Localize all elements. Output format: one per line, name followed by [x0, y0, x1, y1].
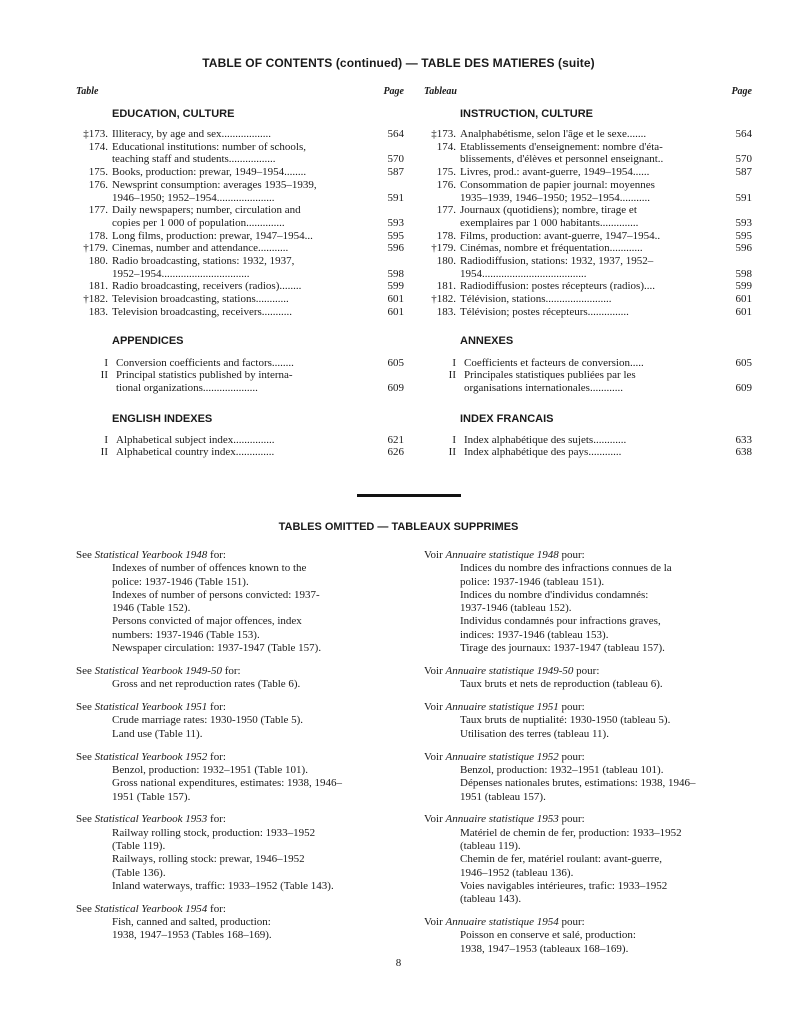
- entry-page: 591: [387, 191, 404, 204]
- omitted-reference: [424, 751, 754, 764]
- omitted-reference: [424, 916, 754, 929]
- omitted-item-line: numbers: 1937-1946 (Table 153).: [112, 628, 260, 641]
- entry-page: 596: [735, 242, 752, 255]
- entry-title: [116, 369, 404, 394]
- reference-suffix: pour:: [561, 750, 585, 763]
- toc-entry[interactable]: [76, 204, 404, 229]
- toc-entry[interactable]: [424, 434, 752, 447]
- omitted-item-line: 1938, 1947–1953 (Tables 168–169).: [112, 929, 272, 942]
- toc-entry[interactable]: [424, 166, 752, 179]
- entry-title: [460, 280, 752, 293]
- omitted-item-line: police: 1937-1946 (Table 151).: [112, 575, 249, 588]
- entry-title-line: organisations internationales............: [464, 381, 623, 394]
- entry-page: 599: [387, 280, 404, 293]
- reference-prefix: Voir: [424, 813, 443, 826]
- reference-prefix: See: [76, 813, 92, 826]
- omitted-item-line: Persons convicted of major offences, index: [112, 615, 302, 628]
- entry-title-line: 1946–1950; 1952–1954.....................: [112, 191, 275, 204]
- entry-title-line: blissements, d'élèves et personnel enseignant..: [460, 153, 664, 166]
- omitted-item-line: Taux bruts et nets de reproduction (tableau 6).: [460, 678, 663, 691]
- omitted-item-line: 1951 (tableau 157).: [460, 790, 546, 803]
- entry-title-line: Journaux (quotidiens); nombre, tirage et: [460, 204, 637, 217]
- toc-entry[interactable]: [424, 204, 752, 229]
- omitted-item-line: Poisson en conserve et salé, production:: [460, 929, 636, 942]
- toc-entry[interactable]: [76, 242, 404, 255]
- entry-number: 176.: [88, 178, 108, 191]
- entry-title-line: Analphabétisme, selon l'âge et le sexe.......: [460, 128, 647, 140]
- entry-title-line: 1952–1954................................: [112, 267, 250, 280]
- entry-number: 178.: [436, 229, 456, 242]
- entry-number: I: [104, 356, 108, 369]
- omitted-item-line: Dépenses nationales brutes, estimations: 1938, 1946–: [460, 777, 696, 790]
- toc-entry[interactable]: [424, 179, 752, 204]
- yearbook-title[interactable]: Statistical Yearbook 1949-50: [94, 664, 222, 677]
- entry-page: 587: [735, 166, 752, 179]
- entry-page: 599: [735, 280, 752, 293]
- toc-entry[interactable]: [424, 369, 752, 394]
- entry-title: [460, 204, 752, 229]
- entry-title: [460, 306, 752, 319]
- entry-title-line: Coefficients et facteurs de conversion.....: [464, 356, 644, 369]
- entry-number: 174.: [88, 140, 108, 153]
- section-heading-appendices: ANNEXES: [460, 334, 514, 347]
- entry-number: 175.: [88, 166, 108, 179]
- entry-title: [112, 280, 404, 293]
- toc-entry[interactable]: [76, 369, 404, 394]
- yearbook-title[interactable]: Annuaire statistique 1948: [445, 549, 559, 561]
- entry-title-line: Conversion coefficients and factors........: [116, 356, 294, 369]
- omitted-item-line: Railways, rolling stock: prewar, 1946–1952: [112, 853, 305, 866]
- reference-prefix: Voir: [424, 916, 443, 929]
- appendices-list: [424, 357, 752, 395]
- toc-entry[interactable]: [76, 293, 404, 306]
- omitted-block: [424, 665, 754, 692]
- reference-prefix: Voir: [424, 750, 443, 763]
- toc-entry[interactable]: [76, 306, 404, 319]
- yearbook-title[interactable]: Statistical Yearbook 1948: [94, 549, 208, 561]
- toc-entry[interactable]: [424, 255, 752, 280]
- omitted-reference: [424, 813, 754, 826]
- omitted-item-line: Voies navigables intérieures, trafic: 1933–1952: [460, 879, 668, 892]
- page-title: TABLE OF CONTENTS (continued) — TABLE DES MATIERES (suite): [202, 56, 595, 70]
- toc-entry[interactable]: [424, 242, 752, 255]
- yearbook-title[interactable]: Statistical Yearbook 1951: [94, 701, 208, 714]
- entry-title-line: Films, production: avant-guerre, 1947–1954..: [460, 229, 661, 242]
- entry-page: 638: [735, 446, 752, 459]
- entry-title-line: tional organizations....................: [116, 381, 258, 394]
- entry-title: [460, 179, 752, 204]
- entry-number: I: [104, 433, 108, 446]
- entry-title: [112, 166, 404, 179]
- omitted-reference: [76, 549, 406, 562]
- omitted-item-line: Newspaper circulation: 1937-1947 (Table 157).: [112, 642, 322, 655]
- entry-number: 177.: [436, 204, 456, 217]
- entry-page: 598: [387, 267, 404, 280]
- entry-title-line: Radio broadcasting, receivers (radios)........: [112, 280, 302, 293]
- omitted-item-line: Indexes of number of offences known to the: [112, 562, 307, 575]
- entry-title: [116, 446, 404, 459]
- omitted-item-line: (Table 136).: [112, 866, 166, 879]
- entry-number: †179.: [83, 242, 108, 255]
- toc-entry[interactable]: [424, 293, 752, 306]
- reference-suffix: for:: [210, 902, 226, 915]
- entry-title: [112, 128, 404, 141]
- entry-title-line: Long films, production: prewar, 1947–1954...: [112, 229, 313, 242]
- entry-page: 601: [735, 305, 752, 318]
- omitted-block: [424, 916, 754, 956]
- entry-title-line: Index alphabétique des sujets............: [464, 433, 627, 446]
- indexes-list: [424, 434, 752, 459]
- omitted-item-line: Gross national expenditures, estimates: 1938, 1946–: [112, 777, 343, 790]
- entry-title-line: Cinemas, number and attendance...........: [112, 242, 289, 255]
- entry-title-line: Télévision, stations........................: [460, 293, 612, 306]
- omitted-item-line: Utilisation des terres (tableau 11).: [460, 727, 609, 740]
- entry-title: [460, 293, 752, 306]
- entry-title-line: Etablissements d'enseignement: nombre d'éta-: [460, 140, 663, 153]
- omitted-block: [424, 813, 754, 906]
- entry-page: 570: [735, 153, 752, 166]
- omitted-item-line: police: 1937-1946 (tableau 151).: [460, 575, 605, 588]
- entry-title-line: Television broadcasting, stations............: [112, 293, 289, 306]
- entry-number: 181.: [88, 280, 108, 293]
- entry-number: 176.: [436, 178, 456, 191]
- entry-number: I: [452, 356, 456, 369]
- omitted-reference: [424, 665, 754, 678]
- section-divider: [357, 494, 461, 497]
- entry-page: 605: [735, 356, 752, 369]
- omitted-title: TABLES OMITTED — TABLEAUX SUPPRIMES: [278, 521, 519, 533]
- toc-entry[interactable]: [424, 280, 752, 293]
- entry-title-line: Télévision; postes récepteurs...............: [460, 305, 629, 318]
- entry-page: 609: [387, 381, 404, 394]
- entry-page: 596: [387, 242, 404, 255]
- entry-title-line: exemplaires par 1 000 habitants..............: [460, 216, 639, 229]
- omitted-reference: [76, 665, 406, 678]
- entry-title: [112, 141, 404, 166]
- omitted-block: [76, 813, 406, 893]
- omitted-column-french: [424, 549, 754, 966]
- entry-title: [112, 242, 404, 255]
- entry-title: [116, 434, 404, 447]
- omitted-item-line: Indices du nombre des infractions connues de la: [460, 562, 672, 575]
- page-column-label: Page: [731, 86, 752, 97]
- page-column-label: Page: [383, 86, 404, 97]
- entry-page: 626: [387, 446, 404, 459]
- toc-entry[interactable]: [424, 141, 752, 166]
- toc-entry[interactable]: [424, 230, 752, 243]
- entry-title-line: Index alphabétique des pays............: [464, 446, 622, 459]
- entry-page: 595: [735, 229, 752, 242]
- reference-prefix: See: [76, 701, 92, 714]
- omitted-item-line: Fish, canned and salted, production:: [112, 916, 271, 929]
- entry-title-line: Books, production: prewar, 1949–1954........: [112, 166, 307, 179]
- entry-title-line: Television broadcasting, receivers...........: [112, 305, 293, 318]
- entry-page: 587: [387, 166, 404, 179]
- omitted-item-line: Indexes of number of persons convicted: 1937-: [112, 588, 320, 601]
- omitted-block: [424, 701, 754, 741]
- entry-title-line: Consommation de papier journal: moyennes: [460, 178, 655, 191]
- omitted-item-line: Tirage des journaux: 1937-1947 (tableau 157).: [460, 642, 665, 655]
- reference-suffix: pour:: [561, 701, 585, 714]
- entry-number: 180.: [88, 255, 108, 268]
- entry-title: [112, 306, 404, 319]
- reference-prefix: See: [76, 902, 92, 915]
- omitted-block: [76, 751, 406, 804]
- entry-page: 591: [735, 191, 752, 204]
- entry-title-line: Daily newspapers; number, circulation and: [112, 204, 301, 217]
- reference-suffix: for:: [210, 750, 226, 763]
- entry-number: †182.: [431, 293, 456, 306]
- entry-page: 564: [735, 128, 752, 140]
- entry-number: 183.: [436, 305, 456, 318]
- toc-entry[interactable]: [76, 230, 404, 243]
- toc-entry[interactable]: [424, 357, 752, 370]
- entry-number: 175.: [436, 166, 456, 179]
- entry-title: [112, 293, 404, 306]
- toc-entry[interactable]: [424, 446, 752, 459]
- entry-number: †179.: [431, 242, 456, 255]
- entry-title: [460, 141, 752, 166]
- entry-title-line: Principal statistics published by interna-: [116, 369, 293, 382]
- reference-suffix: pour:: [561, 813, 585, 826]
- entry-title-line: Radio broadcasting, stations: 1932, 1937,: [112, 255, 295, 268]
- omitted-item-line: Inland waterways, traffic: 1933–1952 (Table 143).: [112, 879, 334, 892]
- reference-prefix: Voir: [424, 664, 443, 677]
- toc-entry[interactable]: [76, 128, 404, 141]
- entry-title-line: Livres, prod.: avant-guerre, 1949–1954......: [460, 166, 650, 179]
- omitted-item-line: Land use (Table 11).: [112, 727, 203, 740]
- entry-title: [460, 166, 752, 179]
- entry-title: [460, 242, 752, 255]
- education-list: [424, 128, 752, 319]
- entry-title: [464, 369, 752, 394]
- entry-number: ‡173.: [83, 128, 108, 140]
- entry-number: II: [448, 446, 456, 459]
- entry-page: 595: [387, 229, 404, 242]
- reference-prefix: Voir: [424, 701, 443, 714]
- entry-title: [460, 230, 752, 243]
- entry-number: 183.: [88, 305, 108, 318]
- omitted-item-line: 1937-1946 (tableau 152).: [460, 602, 572, 615]
- reference-suffix: for:: [224, 664, 241, 677]
- omitted-reference: [424, 549, 754, 562]
- toc-entry[interactable]: [76, 446, 404, 459]
- entry-page: 593: [387, 216, 404, 229]
- column-header: [424, 86, 752, 100]
- toc-entry[interactable]: [76, 357, 404, 370]
- toc-entry[interactable]: [76, 434, 404, 447]
- entry-page: 593: [735, 216, 752, 229]
- reference-suffix: for:: [210, 813, 226, 826]
- reference-suffix: pour:: [576, 664, 600, 677]
- omitted-item-line: 1938, 1947–1953 (tableaux 168–169).: [460, 942, 629, 955]
- contents-column-english: [76, 86, 404, 459]
- entry-title: [116, 357, 404, 370]
- entry-number: 177.: [88, 204, 108, 217]
- omitted-item-line: 1951 (Table 157).: [112, 790, 191, 803]
- omitted-item-line: 1946–1952 (tableau 136).: [460, 866, 574, 879]
- entry-title-line: 1954......................................: [460, 267, 587, 280]
- entry-title-line: Newsprint consumption: averages 1935–1939,: [112, 178, 317, 191]
- entry-number: I: [452, 433, 456, 446]
- omitted-item-line: Gross and net reproduction rates (Table 6).: [112, 678, 301, 691]
- toc-entry[interactable]: [424, 128, 752, 141]
- entry-title: [464, 357, 752, 370]
- omitted-block: [424, 751, 754, 804]
- entry-number: ‡173.: [431, 128, 456, 140]
- entry-title: [464, 446, 752, 459]
- yearbook-title[interactable]: Annuaire statistique 1953: [445, 813, 559, 826]
- toc-entry[interactable]: [76, 255, 404, 280]
- entry-number: II: [100, 369, 108, 382]
- entry-title: [112, 179, 404, 204]
- entry-title: [464, 434, 752, 447]
- table-column-label: Tableau: [424, 86, 457, 97]
- entry-page: 609: [735, 381, 752, 394]
- reference-prefix: See: [76, 664, 92, 677]
- section-heading-education: EDUCATION, CULTURE: [112, 108, 235, 120]
- reference-suffix: for:: [210, 701, 226, 714]
- entry-title-line: teaching staff and students.................: [112, 153, 276, 166]
- entry-title-line: Radiodiffusion, stations: 1932, 1937, 1952–: [460, 255, 654, 268]
- section-heading-indexes: ENGLISH INDEXES: [112, 412, 213, 425]
- entry-number: 178.: [88, 229, 108, 242]
- entry-title: [460, 255, 752, 280]
- omitted-item-line: Benzol, production: 1932–1951 (Table 101).: [112, 763, 308, 776]
- section-heading-education: INSTRUCTION, CULTURE: [460, 108, 594, 120]
- section-heading-appendices: APPENDICES: [112, 334, 184, 347]
- entry-title-line: copies per 1 000 of population..............: [112, 216, 285, 229]
- omitted-block: [76, 701, 406, 741]
- entry-number: II: [448, 369, 456, 382]
- entry-title-line: 1935–1939, 1946–1950; 1952–1954...........: [460, 191, 651, 204]
- omitted-block: [76, 549, 406, 655]
- entry-number: 174.: [436, 140, 456, 153]
- entry-title-line: Alphabetical subject index...............: [116, 433, 275, 446]
- yearbook-title[interactable]: Annuaire statistique 1951: [445, 701, 559, 714]
- reference-suffix: for:: [210, 549, 226, 561]
- entry-page: 605: [387, 356, 404, 369]
- page-number: 8: [395, 957, 402, 969]
- table-column-label: Table: [76, 86, 99, 97]
- omitted-item-line: (tableau 119).: [460, 840, 521, 853]
- omitted-block: [76, 903, 406, 943]
- entry-title-line: Cinémas, nombre et fréquentation............: [460, 242, 643, 255]
- appendices-list: [76, 357, 404, 395]
- omitted-block: [76, 665, 406, 692]
- toc-entry[interactable]: [76, 141, 404, 166]
- entry-number: 180.: [436, 255, 456, 268]
- entry-title-line: Alphabetical country index..............: [116, 446, 275, 459]
- omitted-item-line: Railway rolling stock, production: 1933–1952: [112, 826, 316, 839]
- column-header: [76, 86, 404, 100]
- omitted-item-line: (Table 119).: [112, 840, 166, 853]
- omitted-item-line: Taux bruts de nuptialité: 1930-1950 (tableau 5).: [460, 714, 671, 727]
- entry-title-line: Educational institutions: number of schools,: [112, 140, 307, 153]
- omitted-block: [424, 549, 754, 655]
- entry-number: II: [100, 446, 108, 459]
- omitted-reference: [76, 813, 406, 826]
- toc-entry[interactable]: [76, 280, 404, 293]
- yearbook-title[interactable]: Statistical Yearbook 1953: [94, 813, 208, 826]
- omitted-item-line: indices: 1937-1946 (tableau 153).: [460, 628, 609, 641]
- entry-page: 601: [735, 293, 752, 306]
- entry-number: †182.: [83, 293, 108, 306]
- entry-page: 633: [735, 433, 752, 446]
- omitted-item-line: 1946 (Table 152).: [112, 602, 191, 615]
- contents-column-french: [424, 86, 752, 459]
- omitted-reference: [76, 751, 406, 764]
- omitted-item-line: Benzol, production: 1932–1951 (tableau 101).: [460, 763, 664, 776]
- entry-page: 621: [387, 433, 404, 446]
- omitted-item-line: Matériel de chemin de fer, production: 1933–1952: [460, 826, 682, 839]
- omitted-item-line: Individus condamnés pour infractions graves,: [460, 615, 661, 628]
- yearbook-title[interactable]: Annuaire statistique 1952: [445, 750, 559, 763]
- yearbook-title[interactable]: Statistical Yearbook 1952: [94, 750, 208, 763]
- omitted-item-line: Chemin de fer, matériel roulant: avant-guerre,: [460, 853, 663, 866]
- reference-suffix: pour:: [561, 916, 585, 929]
- entry-page: 598: [735, 267, 752, 280]
- entry-title: [112, 230, 404, 243]
- omitted-item-line: (tableau 143).: [460, 893, 522, 906]
- entry-number: 181.: [436, 280, 456, 293]
- entry-title-line: Principales statistiques publiées par les: [464, 369, 636, 382]
- entry-title-line: Radiodiffusion: postes récepteurs (radios)....: [460, 280, 656, 293]
- section-heading-indexes: INDEX FRANCAIS: [460, 412, 554, 425]
- entry-title: [112, 255, 404, 280]
- toc-entry[interactable]: [76, 179, 404, 204]
- reference-prefix: See: [76, 549, 92, 561]
- entry-title: [112, 204, 404, 229]
- reference-suffix: pour:: [561, 549, 585, 561]
- toc-entry[interactable]: [76, 166, 404, 179]
- omitted-reference: [76, 903, 406, 916]
- entry-page: 601: [387, 305, 404, 318]
- education-list: [76, 128, 404, 319]
- yearbook-title[interactable]: Annuaire statistique 1954: [445, 916, 559, 929]
- indexes-list: [76, 434, 404, 459]
- omitted-item-line: Crude marriage rates: 1930-1950 (Table 5).: [112, 714, 304, 727]
- omitted-item-line: Indices du nombre d'individus condamnés:: [460, 588, 649, 601]
- reference-prefix: See: [76, 750, 92, 763]
- omitted-reference: [424, 701, 754, 714]
- yearbook-title[interactable]: Annuaire statistique 1949-50: [445, 664, 574, 677]
- entry-page: 601: [387, 293, 404, 306]
- entry-page: 564: [387, 128, 404, 140]
- toc-entry[interactable]: [424, 306, 752, 319]
- reference-prefix: Voir: [424, 549, 443, 561]
- omitted-column-english: [76, 549, 406, 952]
- entry-title: [460, 128, 752, 141]
- entry-page: 570: [387, 153, 404, 166]
- omitted-reference: [76, 701, 406, 714]
- entry-title-line: Illiteracy, by age and sex..................: [112, 128, 272, 140]
- yearbook-title[interactable]: Statistical Yearbook 1954: [94, 902, 208, 915]
